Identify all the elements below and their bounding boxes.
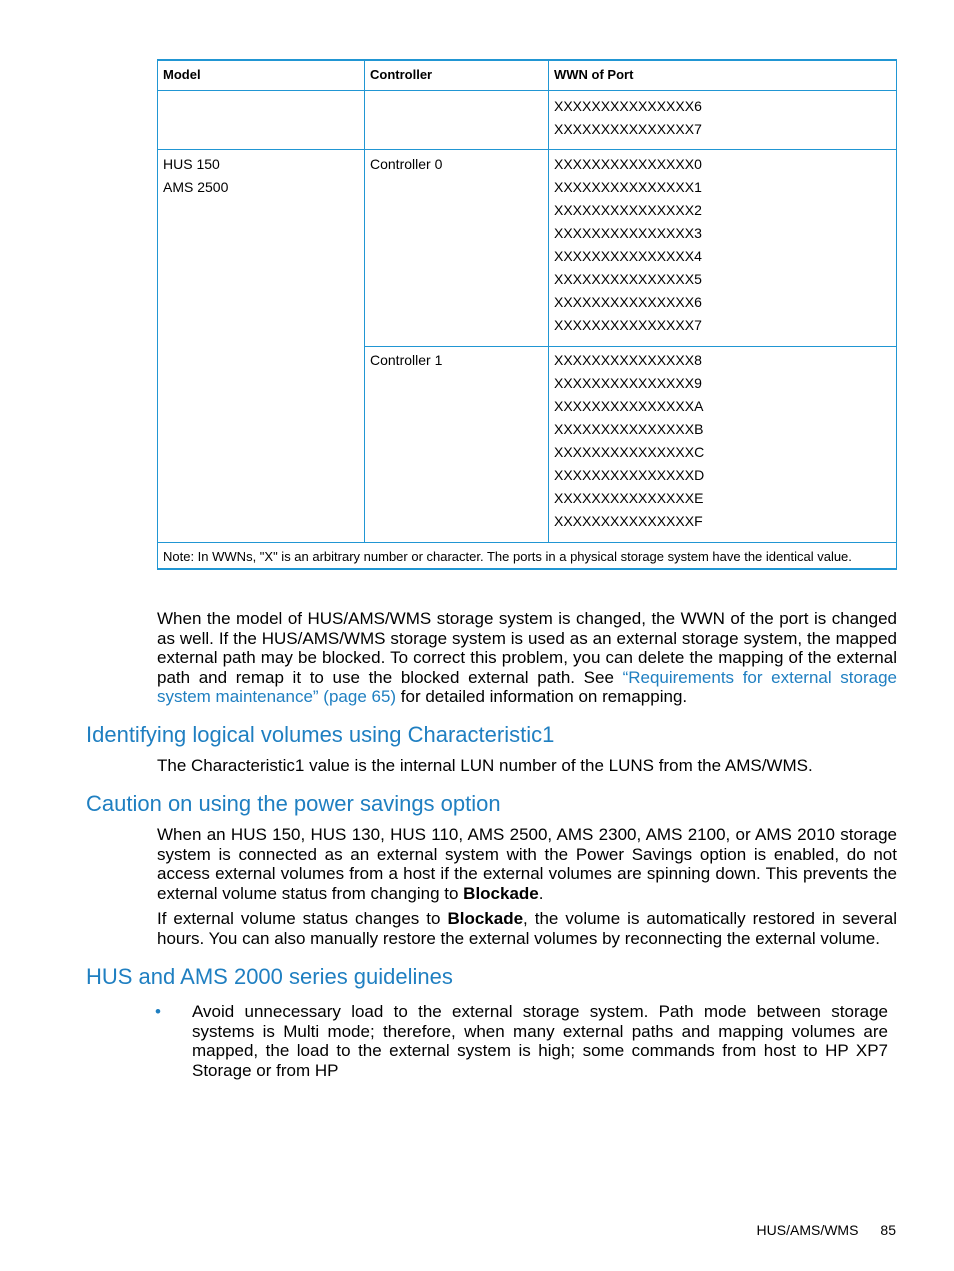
wwn-value: XXXXXXXXXXXXXXX5 xyxy=(554,271,702,287)
model-change-text: When the model of HUS/AMS/WMS storage system is changed, the WWN of the port is changed as well. If the HUS/AMS/WMS storage system is used as an external storage system, the mapped external path may be blocked. To correct this problem, you can delete the mapping of the external path and remap it to use the blocked external path. See xyxy=(157,609,897,687)
wwn-value: XXXXXXXXXXXXXXX4 xyxy=(554,248,702,264)
table-header-row xyxy=(158,60,897,91)
heading-hus-ams: HUS and AMS 2000 series guidelines xyxy=(86,964,453,989)
footer-section: HUS/AMS/WMS xyxy=(756,1222,859,1238)
wwn-value: XXXXXXXXXXXXXXX0 xyxy=(554,156,702,172)
requirements-link[interactable]: “Requirements for external storage system maintenance” (page 65) xyxy=(157,667,897,706)
power-text: If external volume status changes to xyxy=(157,909,448,928)
wwn-value: XXXXXXXXXXXXXXX6 xyxy=(554,294,702,310)
table-row xyxy=(158,150,897,347)
page-footer xyxy=(757,1222,896,1238)
header-controller: Controller xyxy=(365,60,549,91)
blockade-term: Blockade xyxy=(447,909,524,928)
table-note: Note: In WWNs, "X" is an arbitrary number or character. The ports in a physical storage system have the identical value. xyxy=(158,543,897,570)
wwn-value: XXXXXXXXXXXXXXXB xyxy=(554,421,704,437)
characteristic-paragraph: The Characteristic1 value is the internal LUN number of the LUNS from the AMS/WMS. xyxy=(157,756,813,775)
model-name: AMS 2500 xyxy=(163,179,229,195)
wwn-value: XXXXXXXXXXXXXXX2 xyxy=(554,202,702,218)
model-change-paragraph xyxy=(157,609,897,707)
power-text: When an HUS 150, HUS 130, HUS 110, AMS 2500, AMS 2300, AMS 2100, or AMS 2010 storage system is connected as an external system with the Power Savings option is enabled, do not access external volumes from a host if the external volumes are spinning down. This prevents the external volume status from changing to xyxy=(157,825,897,903)
wwn-value: XXXXXXXXXXXXXXXE xyxy=(554,490,704,506)
controller-cell: Controller 1 xyxy=(365,347,549,543)
table-note-row xyxy=(158,543,897,570)
wwn-value: XXXXXXXXXXXXXXXD xyxy=(554,467,705,483)
header-model: Model xyxy=(158,60,365,91)
wwn-value: XXXXXXXXXXXXXXX9 xyxy=(554,375,702,391)
wwn-value: XXXXXXXXXXXXXXX3 xyxy=(554,225,702,241)
controller-cell xyxy=(365,91,549,150)
power-savings-paragraph-1 xyxy=(157,825,897,903)
wwn-value: XXXXXXXXXXXXXXXC xyxy=(554,444,705,460)
heading-power-savings: Caution on using the power savings option xyxy=(86,791,501,816)
wwn-value: XXXXXXXXXXXXXXXA xyxy=(554,398,704,414)
power-text-end: , the volume is automatically restored in several hours. You can also manually restore the external volumes by reconnecting the external volume. xyxy=(157,909,897,948)
wwn-value: XXXXXXXXXXXXXXX6 xyxy=(554,98,702,114)
model-change-text-end: for detailed information on remapping. xyxy=(396,687,688,706)
power-savings-paragraph-2 xyxy=(157,909,897,948)
model-cell xyxy=(158,91,365,150)
wwn-cell xyxy=(549,91,897,150)
heading-characteristic: Identifying logical volumes using Characteristic1 xyxy=(86,722,555,747)
controller-cell: Controller 0 xyxy=(365,150,549,347)
header-wwn: WWN of Port xyxy=(549,60,897,91)
model-cell xyxy=(158,150,365,543)
power-text-end: . xyxy=(538,883,544,903)
wwn-cell xyxy=(549,347,897,543)
wwn-cell xyxy=(549,150,897,347)
blockade-term: Blockade xyxy=(463,883,539,903)
wwn-value: XXXXXXXXXXXXXXX7 xyxy=(554,317,702,333)
hus-bullet-item: Avoid unnecessary load to the external storage system. Path mode between storage systems is Multi mode; therefore, when many external paths and mapping volumes are mapped, the load to the external system is high; some commands from host to HP XP7 Storage or from HP xyxy=(192,1002,888,1080)
page-number: 85 xyxy=(880,1222,896,1238)
model-name: HUS 150 xyxy=(163,156,220,172)
wwn-value: XXXXXXXXXXXXXXX8 xyxy=(554,352,702,368)
bullet-icon: • xyxy=(155,1002,161,1021)
wwn-table xyxy=(157,59,897,570)
wwn-value: XXXXXXXXXXXXXXX1 xyxy=(554,179,702,195)
table-row xyxy=(158,91,897,150)
wwn-value: XXXXXXXXXXXXXXX7 xyxy=(554,121,702,137)
wwn-value: XXXXXXXXXXXXXXXF xyxy=(554,513,703,529)
